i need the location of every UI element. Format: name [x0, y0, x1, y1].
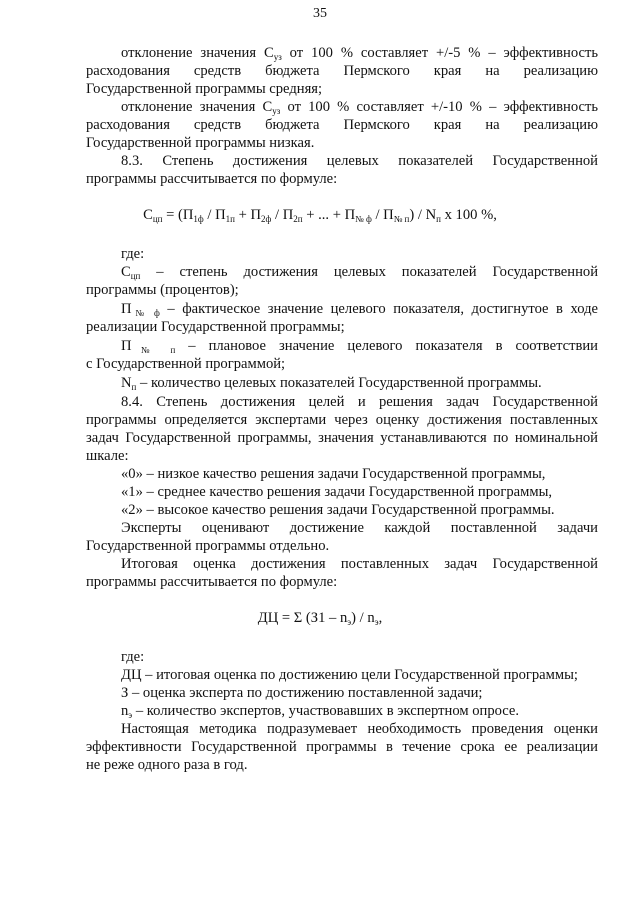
text-line: реализации Государственной программы;	[86, 319, 345, 335]
where-label: где:	[121, 246, 145, 262]
section-heading-8-3: 8.3. Степень достижения целевых показателей Государственной	[121, 153, 598, 169]
text-line: программы рассчитывается по формуле:	[86, 171, 338, 187]
text-line: задач Государственной программы, значения устанавливаются по номинальной	[86, 430, 598, 446]
text-line: программы (процентов);	[86, 282, 239, 298]
text-line: шкале:	[86, 448, 129, 464]
text-line: эффективности Государственной программы в течение срока ее реализации	[86, 739, 598, 755]
definition-dc: ДЦ – итоговая оценка по достижению цели Государственной программы;	[121, 667, 578, 683]
definition-p-plan: $П_{№ п}$ – плановое значение целевого показателя в соответствии	[121, 338, 598, 355]
text-line: Итоговая оценка достижения поставленных задач Государственной	[121, 556, 598, 572]
text-line: отклонение значения $С_{уз}$ от 100 % составляет +/-5 % – эффективность	[121, 45, 598, 62]
where-label: где:	[121, 649, 145, 665]
text-line: отклонение значения $С_{уз}$ от 100 % составляет +/-10 % – эффективность	[121, 99, 599, 116]
formula-target-achievement: $С_{цп} = (П_{1ф} / П_{1п} + П_{2ф} / П_{2п}$ + ... + $П_{№ ф} / П_{№ п}) / N_п$ х 100 %,	[143, 207, 497, 224]
definition-p-fact: $П_{№ ф}$ – фактическое значение целевого показателя, достигнутое в ходе	[121, 301, 598, 318]
section-heading-8-4: 8.4. Степень достижения целей и решения задач Государственной	[121, 394, 598, 410]
text-line: с Государственной программой;	[86, 356, 286, 372]
scale-item: «0» – низкое качество решения задачи Государственной программы,	[121, 466, 546, 482]
scale-item: «2» – высокое качество решения задачи Государственной программы.	[121, 502, 555, 518]
formula-goal-achievement: ДЦ = Σ $(З1 - n_э) / n_э$,	[257, 610, 383, 627]
text-line: Эксперты оценивают достижение каждой поставленной задачи	[121, 520, 598, 536]
definition-z: З – оценка эксперта по достижению поставленной задачи;	[121, 685, 483, 701]
text-line: программы определяется экспертами через оценку достижения поставленных	[86, 412, 598, 428]
text-line: Государственной программы средняя;	[86, 81, 323, 97]
page-number: 35	[313, 6, 327, 21]
scale-item: «1» – среднее качество решения задачи Государственной программы,	[121, 484, 553, 500]
definition-n-e: $n_э$ – количество экспертов, участвовавших в экспертном опросе.	[121, 703, 520, 720]
text-line: не реже одного раза в год.	[86, 757, 248, 773]
text-line: Государственной программы отдельно.	[86, 538, 330, 554]
text-line: расходования средств бюджета Пермского края на реализацию	[86, 117, 598, 133]
text-line: расходования средств бюджета Пермского края на реализацию	[86, 63, 598, 79]
text-line: Государственной программы низкая.	[86, 135, 315, 151]
text-line: Настоящая методика подразумевает необходимость проведения оценки	[121, 721, 598, 737]
definition-c-cp: $С_{цп}$ – степень достижения целевых показателей Государственной	[121, 264, 598, 281]
definition-n-p: $N_п$ – количество целевых показателей Государственной программы.	[121, 375, 542, 392]
text-line: программы рассчитывается по формуле:	[86, 574, 338, 590]
